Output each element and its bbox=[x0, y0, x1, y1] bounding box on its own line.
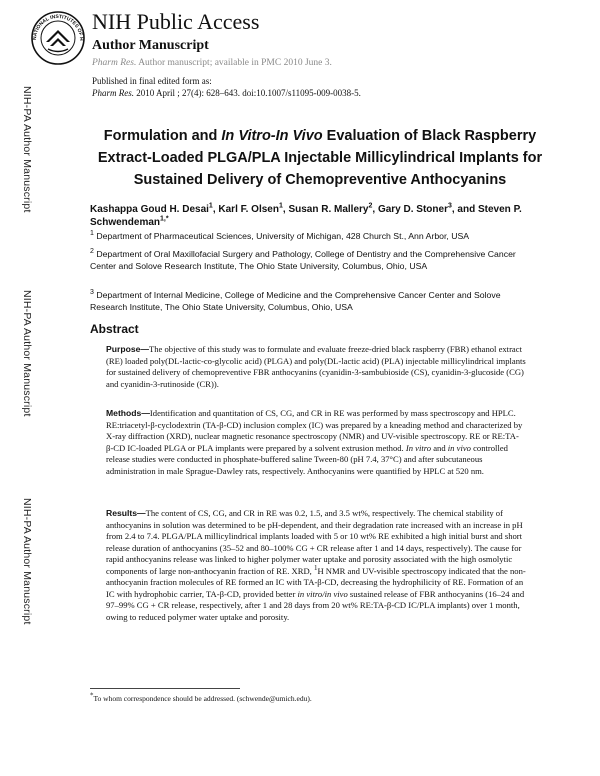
methods-in-vitro: In vitro bbox=[405, 442, 432, 453]
affiliation-number: 2 bbox=[90, 248, 94, 256]
nih-seal-logo bbox=[30, 10, 86, 66]
results-text-end: sustained release of FBR anthocyanins (16–24 and 97–99% CG + CR release, respectively, after 1 and 28 days from 20 wt% RE:TA-β-CD IC/PLA implants) over 1 month, owing to reduced polymer water uptake and porosity. bbox=[106, 588, 525, 622]
affiliation-text: Department of Pharmaceutical Sciences, University of Michigan, 428 Church St., Ann Arbor, USA bbox=[96, 231, 470, 241]
author-list bbox=[90, 203, 530, 229]
methods-and: and bbox=[431, 442, 448, 453]
author-name: Kashappa Goud H. Desai bbox=[90, 204, 209, 215]
purpose-text: The objective of this study was to formulate and evaluate freeze-dried black raspberry (FBR) ethanol extract (RE) loaded poly(DL-lactic-co-glycolic acid) (PLGA) and poly(DL-lactic acid) (PLA) injectable millicylindrical implants for sustained delivery of chemopreventive FBR anthocyanins (cyanidin-3-sambubioside (CS), cyanidin-3-glucoside (CG) and cyanidin-3-rutinoside (CR)). bbox=[106, 344, 526, 389]
author-name: Steven P. Schwendeman bbox=[90, 204, 522, 228]
methods-text-end: controlled release studies were conducted in phosphate-buffered saline Tween-80 (pH 7.4, 37°C) and after subcutaneous administration in male Sprague-Dawley rats, respectively. Anthocyanins were quantified by HPLC at 520 nm. bbox=[106, 442, 508, 476]
affiliation-number: 3 bbox=[90, 289, 94, 297]
nih-public-access-title: NIH Public Access bbox=[92, 9, 260, 34]
author-affil-sup: 1 bbox=[208, 202, 213, 210]
affiliation-2 bbox=[90, 248, 530, 272]
affiliation-text: Department of Internal Medicine, College of Medicine and the Comprehensive Cancer Center and Solove Research Institute, The Ohio State University, Columbus, Ohio, USA bbox=[90, 290, 501, 312]
author-affil-sup: 2 bbox=[368, 202, 373, 210]
author-name: Gary D. Stoner bbox=[377, 204, 448, 215]
title-text-start: Formulation and bbox=[103, 128, 222, 144]
affiliation-text: Department of Oral Maxillofacial Surgery and Pathology, College of Dentistry and the Comprehensive Cancer Center and Solove Research Institute, The Ohio State University, Columbus, Ohio, USA bbox=[90, 249, 516, 271]
abstract-methods bbox=[106, 408, 526, 477]
methods-label: Methods— bbox=[106, 408, 150, 418]
author-name: Karl F. Olsen bbox=[218, 204, 279, 215]
methods-text: Identification and quantitation of CS, CG, and CR in RE was performed by mass spectroscopy and HPLC. RE:triacetyl-β-cyclodextrin (TA-β-CD) inclusion complex (IC) was prepared by a kneading method and characterized by X-ray diffraction (XRD), nuclear magnetic resonance spectroscopy (NMR) and UV-visible spectroscopy. RE or RE:TA-β-CD IC-loaded PLGA or PLA implants were prepared by a solvent extrusion method. bbox=[106, 408, 523, 453]
footnote-mark: * bbox=[90, 691, 94, 700]
author-separator: , bbox=[372, 204, 378, 215]
correspondence-footnote bbox=[90, 691, 312, 704]
author-separator: , bbox=[282, 204, 289, 215]
citation-line bbox=[92, 87, 361, 99]
affiliation-3 bbox=[90, 289, 530, 313]
side-watermark-top: NIH-PA Author Manuscript bbox=[21, 86, 33, 213]
side-watermark-middle: NIH-PA Author Manuscript bbox=[21, 290, 33, 417]
svg-text:NATIONAL INSTITUTES OF HEALTH: NATIONAL INSTITUTES OF H bbox=[31, 13, 85, 41]
author-manuscript-label: Author Manuscript bbox=[92, 38, 209, 53]
results-text-mid: H NMR and UV-visible spectroscopy indicated that the non-anthocyanin fraction molecules of RE formed an IC with TA-β-CD, decreasing the hydrophilicity of RE. Formation of an IC with hydrophobic carrier, TA-β-CD, provided better bbox=[106, 565, 526, 599]
author-separator: , bbox=[212, 204, 219, 215]
citation-details: 2010 April ; 27(4): 628–643. doi:10.1007/s11095-009-0038-5. bbox=[136, 88, 361, 98]
footnote-rule bbox=[90, 688, 240, 689]
side-watermark-bottom: NIH-PA Author Manuscript bbox=[21, 498, 33, 625]
title-italic: In Vitro-In Vivo bbox=[221, 128, 323, 144]
journal-abbrev: Pharm Res. bbox=[92, 58, 137, 68]
affiliation-number: 1 bbox=[90, 230, 94, 238]
availability-text: Author manuscript; available in PMC 2010 June 3. bbox=[138, 58, 332, 68]
abstract-results bbox=[106, 508, 526, 623]
results-superscript: 1 bbox=[313, 563, 318, 572]
published-label: Published in final edited form as: bbox=[92, 76, 212, 86]
author-affil-sup: 3 bbox=[447, 202, 452, 210]
author-name: Susan R. Mallery bbox=[288, 204, 369, 215]
author-affil-sup: 1 bbox=[278, 202, 283, 210]
methods-in-vivo: in vivo bbox=[447, 442, 471, 453]
title-text-end: Evaluation of Black Raspberry Extract-Loaded PLGA/PLA Injectable Millicylindrical Implants for Sustained Delivery of Chemopreventive Anthocyanins bbox=[97, 128, 543, 188]
author-separator: , and bbox=[451, 204, 478, 215]
author-affil-sup: 1,* bbox=[160, 215, 169, 223]
purpose-label: Purpose— bbox=[106, 344, 149, 354]
article-title bbox=[90, 125, 550, 191]
results-in-vitro-in-vivo: in vitro/in vivo bbox=[297, 588, 348, 599]
results-label: Results— bbox=[106, 508, 146, 518]
results-text: The content of CS, CG, and CR in RE was 0.2, 1.5, and 3.5 wt%, respectively. The chemical stability of anthocyanins in solution was determined to be pH-dependent, and their degradation rate increased with an increase in pH from 2.4 to 7.4. PLGA/PLA millicylindrical implants loaded with 5 or 10 wt% RE exhibited a high initial burst and short release duration of anthocyanins (35–52 and 80–100% CG + CR release after 1 and 14 days, respectively). The cause for rapid anthocyanins release was linked to higher polymer water uptake and porosity associated with the high osmolytic components of large non-anthocyanin fraction of RE. XRD, bbox=[106, 508, 523, 576]
abstract-heading: Abstract bbox=[90, 322, 139, 336]
abstract-purpose bbox=[106, 344, 526, 390]
footnote-text: To whom correspondence should be addressed. (schwende@umich.edu). bbox=[93, 694, 312, 703]
citation-journal: Pharm Res. bbox=[92, 88, 134, 98]
journal-availability-note bbox=[92, 57, 332, 69]
affiliation-1 bbox=[90, 230, 530, 242]
